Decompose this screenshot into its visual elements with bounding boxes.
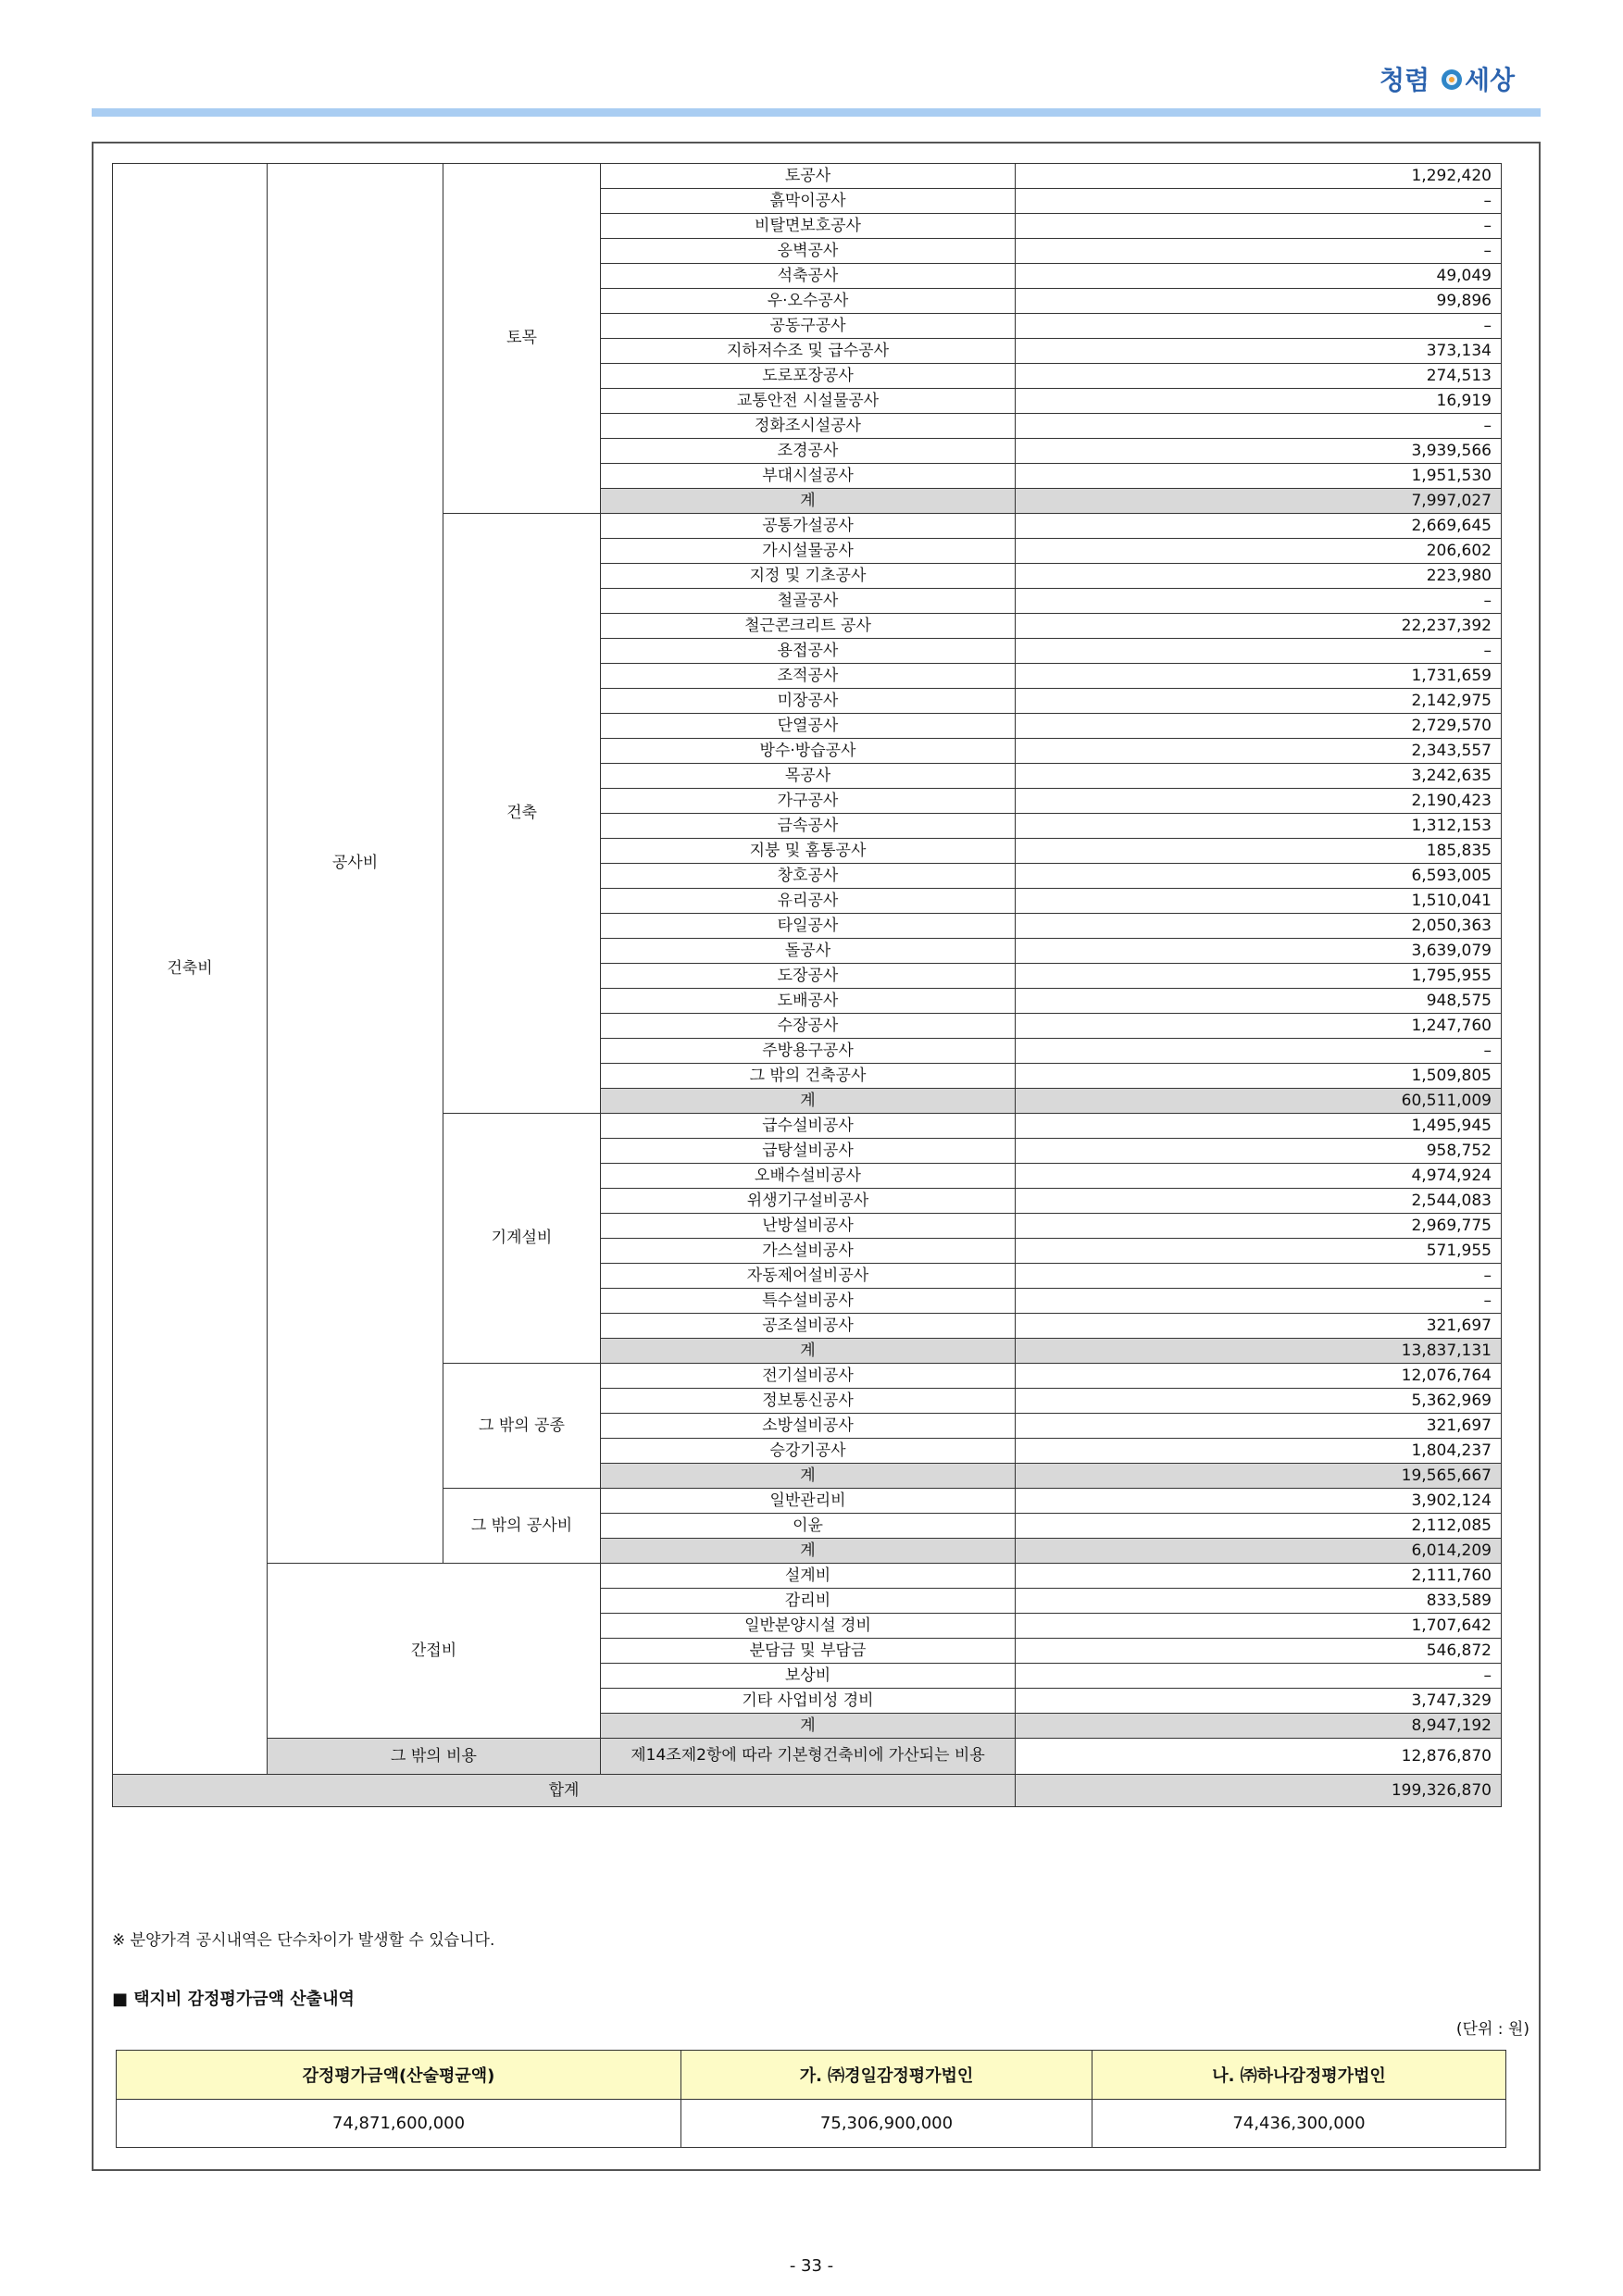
item-name: 지붕 및 홈통공사 bbox=[601, 839, 1016, 864]
item-name: 창호공사 bbox=[601, 864, 1016, 889]
item-name: 토공사 bbox=[601, 164, 1016, 189]
item-name: 가스설비공사 bbox=[601, 1239, 1016, 1264]
item-amount: 1,509,805 bbox=[1016, 1064, 1502, 1089]
item-name: 공조설비공사 bbox=[601, 1314, 1016, 1339]
item-name: 오배수설비공사 bbox=[601, 1164, 1016, 1189]
item-amount: 1,795,955 bbox=[1016, 964, 1502, 989]
item-amount: 1,707,642 bbox=[1016, 1614, 1502, 1639]
item-name: 난방설비공사 bbox=[601, 1214, 1016, 1239]
category-other-cost: 그 밖의 비용 bbox=[268, 1739, 601, 1775]
item-amount: 2,112,085 bbox=[1016, 1514, 1502, 1539]
category-construction-cost: 공사비 bbox=[268, 164, 443, 1564]
item-name: 기타 사업비성 경비 bbox=[601, 1689, 1016, 1714]
item-amount: 99,896 bbox=[1016, 289, 1502, 314]
item-name: 도배공사 bbox=[601, 989, 1016, 1014]
subtotal-label: 계 bbox=[601, 1089, 1016, 1114]
item-name: 지정 및 기초공사 bbox=[601, 564, 1016, 589]
item-name: 조경공사 bbox=[601, 439, 1016, 464]
header-firm-na: 나. ㈜하나감정평가법인 bbox=[1092, 2051, 1506, 2100]
item-name: 급수설비공사 bbox=[601, 1114, 1016, 1139]
cost-table bbox=[112, 163, 1502, 1807]
grand-total-label: 합계 bbox=[113, 1775, 1016, 1807]
item-name: 용접공사 bbox=[601, 639, 1016, 664]
item-amount: 2,969,775 bbox=[1016, 1214, 1502, 1239]
item-name: 금속공사 bbox=[601, 814, 1016, 839]
item-name: 조적공사 bbox=[601, 664, 1016, 689]
subtotal-amount: 13,837,131 bbox=[1016, 1339, 1502, 1364]
subtotal-label: 계 bbox=[601, 1539, 1016, 1564]
item-name: 수장공사 bbox=[601, 1014, 1016, 1039]
item-amount: – bbox=[1016, 1039, 1502, 1064]
item-name: 미장공사 bbox=[601, 689, 1016, 714]
item-amount: 2,190,423 bbox=[1016, 789, 1502, 814]
item-name: 이윤 bbox=[601, 1514, 1016, 1539]
item-name: 비탈면보호공사 bbox=[601, 214, 1016, 239]
table-row bbox=[113, 1739, 1502, 1775]
subtotal-label: 계 bbox=[601, 1464, 1016, 1489]
item-amount: 1,951,530 bbox=[1016, 464, 1502, 489]
item-name: 단열공사 bbox=[601, 714, 1016, 739]
table-row bbox=[113, 164, 1502, 189]
item-amount: 1,495,945 bbox=[1016, 1114, 1502, 1139]
item-amount: 373,134 bbox=[1016, 339, 1502, 364]
land-table-header-row bbox=[117, 2051, 1506, 2100]
item-name: 도장공사 bbox=[601, 964, 1016, 989]
item-amount: 2,544,083 bbox=[1016, 1189, 1502, 1214]
group-label: 건축 bbox=[443, 514, 601, 1114]
item-name: 부대시설공사 bbox=[601, 464, 1016, 489]
category-building-cost: 건축비 bbox=[113, 164, 268, 1775]
svg-text:청렴: 청렴 bbox=[1380, 65, 1430, 95]
item-amount: 2,729,570 bbox=[1016, 714, 1502, 739]
item-amount: 22,237,392 bbox=[1016, 614, 1502, 639]
item-amount: 6,593,005 bbox=[1016, 864, 1502, 889]
value-firm-na: 74,436,300,000 bbox=[1092, 2100, 1506, 2148]
item-amount: 49,049 bbox=[1016, 264, 1502, 289]
item-name: 보상비 bbox=[601, 1664, 1016, 1689]
item-name: 철근콘크리트 공사 bbox=[601, 614, 1016, 639]
other-cost-amount: 12,876,870 bbox=[1016, 1739, 1502, 1775]
land-appraisal-table bbox=[116, 2050, 1506, 2148]
item-amount: 321,697 bbox=[1016, 1314, 1502, 1339]
item-name: 정보통신공사 bbox=[601, 1389, 1016, 1414]
item-name: 철골공사 bbox=[601, 589, 1016, 614]
item-amount: 206,602 bbox=[1016, 539, 1502, 564]
item-name: 타일공사 bbox=[601, 914, 1016, 939]
group-label: 토목 bbox=[443, 164, 601, 514]
item-name: 옹벽공사 bbox=[601, 239, 1016, 264]
item-amount: 1,312,153 bbox=[1016, 814, 1502, 839]
item-amount: 1,510,041 bbox=[1016, 889, 1502, 914]
item-name: 주방용구공사 bbox=[601, 1039, 1016, 1064]
item-amount: 546,872 bbox=[1016, 1639, 1502, 1664]
item-amount: 274,513 bbox=[1016, 364, 1502, 389]
category-indirect-cost: 간접비 bbox=[268, 1564, 601, 1739]
value-average: 74,871,600,000 bbox=[117, 2100, 681, 2148]
item-amount: 1,731,659 bbox=[1016, 664, 1502, 689]
item-amount: 3,747,329 bbox=[1016, 1689, 1502, 1714]
subtotal-label: 계 bbox=[601, 489, 1016, 514]
item-name: 돌공사 bbox=[601, 939, 1016, 964]
subtotal-label: 계 bbox=[601, 1339, 1016, 1364]
header-average: 감정평가금액(산술평균액) bbox=[117, 2051, 681, 2100]
item-name: 감리비 bbox=[601, 1589, 1016, 1614]
item-amount: 2,050,363 bbox=[1016, 914, 1502, 939]
item-amount: 4,974,924 bbox=[1016, 1164, 1502, 1189]
item-amount: 1,247,760 bbox=[1016, 1014, 1502, 1039]
item-name: 위생기구설비공사 bbox=[601, 1189, 1016, 1214]
item-name: 교통안전 시설물공사 bbox=[601, 389, 1016, 414]
item-amount: 3,902,124 bbox=[1016, 1489, 1502, 1514]
item-name: 전기설비공사 bbox=[601, 1364, 1016, 1389]
group-label: 기계설비 bbox=[443, 1114, 601, 1364]
item-amount: 16,919 bbox=[1016, 389, 1502, 414]
item-name: 소방설비공사 bbox=[601, 1414, 1016, 1439]
item-amount: 3,639,079 bbox=[1016, 939, 1502, 964]
item-amount: 3,939,566 bbox=[1016, 439, 1502, 464]
item-name: 정화조시설공사 bbox=[601, 414, 1016, 439]
header-bar bbox=[92, 108, 1541, 117]
table-row bbox=[113, 1564, 1502, 1589]
svg-text:세상: 세상 bbox=[1465, 65, 1516, 95]
item-amount: – bbox=[1016, 189, 1502, 214]
page-number: - 33 - bbox=[789, 2256, 834, 2276]
item-name: 일반분양시설 경비 bbox=[601, 1614, 1016, 1639]
item-amount: – bbox=[1016, 214, 1502, 239]
item-name: 공동구공사 bbox=[601, 314, 1016, 339]
item-amount: 948,575 bbox=[1016, 989, 1502, 1014]
item-name: 흙막이공사 bbox=[601, 189, 1016, 214]
item-amount: 223,980 bbox=[1016, 564, 1502, 589]
item-name: 목공사 bbox=[601, 764, 1016, 789]
item-amount: – bbox=[1016, 414, 1502, 439]
subtotal-amount: 6,014,209 bbox=[1016, 1539, 1502, 1564]
item-name: 자동제어설비공사 bbox=[601, 1264, 1016, 1289]
item-name: 가시설물공사 bbox=[601, 539, 1016, 564]
header-logo bbox=[1378, 61, 1526, 102]
item-name: 급탕설비공사 bbox=[601, 1139, 1016, 1164]
subtotal-amount: 8,947,192 bbox=[1016, 1714, 1502, 1739]
item-name: 설계비 bbox=[601, 1564, 1016, 1589]
group-label: 그 밖의 공종 bbox=[443, 1364, 601, 1489]
item-amount: 833,589 bbox=[1016, 1589, 1502, 1614]
item-amount: 2,343,557 bbox=[1016, 739, 1502, 764]
item-amount: 2,669,645 bbox=[1016, 514, 1502, 539]
item-amount: 958,752 bbox=[1016, 1139, 1502, 1164]
item-name: 그 밖의 건축공사 bbox=[601, 1064, 1016, 1089]
item-amount: – bbox=[1016, 1264, 1502, 1289]
item-amount: 321,697 bbox=[1016, 1414, 1502, 1439]
subtotal-label: 계 bbox=[601, 1714, 1016, 1739]
subtotal-amount: 19,565,667 bbox=[1016, 1464, 1502, 1489]
item-amount: 185,835 bbox=[1016, 839, 1502, 864]
cost-note: ※ 분양가격 공시내역은 단수차이가 발생할 수 있습니다. bbox=[112, 1931, 495, 1950]
group-label: 그 밖의 공사비 bbox=[443, 1489, 601, 1564]
item-name: 방수·방습공사 bbox=[601, 739, 1016, 764]
header-firm-ga: 가. ㈜경일감정평가법인 bbox=[681, 2051, 1092, 2100]
item-amount: 12,076,764 bbox=[1016, 1364, 1502, 1389]
item-amount: – bbox=[1016, 1289, 1502, 1314]
grand-total-amount: 199,326,870 bbox=[1016, 1775, 1502, 1807]
item-amount: – bbox=[1016, 639, 1502, 664]
item-name: 가구공사 bbox=[601, 789, 1016, 814]
item-amount: 1,804,237 bbox=[1016, 1439, 1502, 1464]
item-name: 지하저수조 및 급수공사 bbox=[601, 339, 1016, 364]
item-name: 분담금 및 부담금 bbox=[601, 1639, 1016, 1664]
subtotal-amount: 7,997,027 bbox=[1016, 489, 1502, 514]
land-table-value-row bbox=[117, 2100, 1506, 2148]
item-amount: 2,111,760 bbox=[1016, 1564, 1502, 1589]
unit-label: (단위 : 원) bbox=[1455, 2020, 1529, 2039]
item-name: 우·오수공사 bbox=[601, 289, 1016, 314]
item-amount: 1,292,420 bbox=[1016, 164, 1502, 189]
item-name: 일반관리비 bbox=[601, 1489, 1016, 1514]
item-amount: – bbox=[1016, 239, 1502, 264]
other-cost-description: 제14조제2항에 따라 기본형건축비에 가산되는 비용 bbox=[601, 1739, 1016, 1775]
item-amount: 2,142,975 bbox=[1016, 689, 1502, 714]
land-section-title: ■ 택지비 감정평가금액 산출내역 bbox=[112, 1990, 355, 2009]
item-amount: – bbox=[1016, 314, 1502, 339]
table-row bbox=[113, 1775, 1502, 1807]
value-firm-ga: 75,306,900,000 bbox=[681, 2100, 1092, 2148]
item-amount: – bbox=[1016, 1664, 1502, 1689]
item-name: 특수설비공사 bbox=[601, 1289, 1016, 1314]
item-name: 유리공사 bbox=[601, 889, 1016, 914]
item-name: 석축공사 bbox=[601, 264, 1016, 289]
item-amount: 5,362,969 bbox=[1016, 1389, 1502, 1414]
item-amount: 3,242,635 bbox=[1016, 764, 1502, 789]
item-name: 도로포장공사 bbox=[601, 364, 1016, 389]
item-name: 공통가설공사 bbox=[601, 514, 1016, 539]
item-amount: – bbox=[1016, 589, 1502, 614]
subtotal-amount: 60,511,009 bbox=[1016, 1089, 1502, 1114]
item-name: 승강기공사 bbox=[601, 1439, 1016, 1464]
item-amount: 571,955 bbox=[1016, 1239, 1502, 1264]
